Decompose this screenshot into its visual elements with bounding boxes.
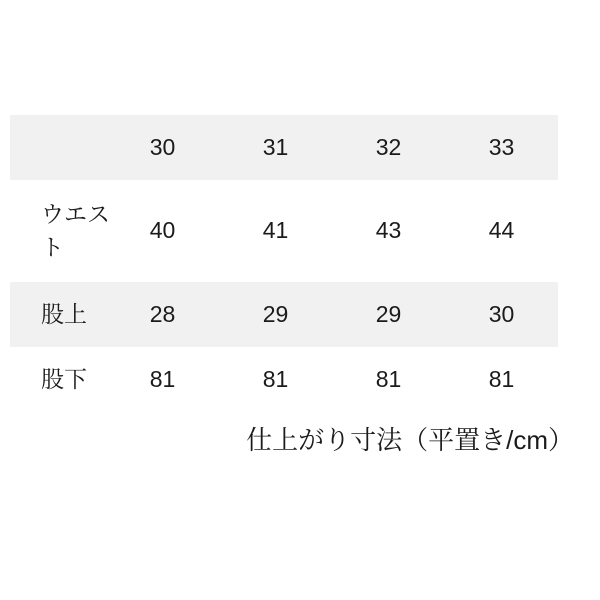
table-row-waist — [10, 180, 558, 282]
rise-value-size-30: 28 — [149, 300, 176, 327]
size-spec-table — [10, 115, 558, 412]
row-label-cell-rise — [10, 282, 106, 347]
table-row-rise — [10, 282, 558, 347]
rise-value-size-32: 29 — [375, 300, 402, 327]
inseam-value-size-30: 81 — [149, 365, 176, 392]
rise-value-size-33: 30 — [488, 300, 515, 327]
row-label-inseam: 股下 — [41, 366, 87, 393]
inseam-value-size-31: 81 — [262, 365, 289, 392]
header-cell-size-32: 32 — [375, 133, 402, 160]
row-label-rise: 股上 — [41, 301, 87, 328]
inseam-value-size-32: 81 — [375, 365, 402, 392]
header-cell-empty — [10, 115, 106, 180]
waist-value-size-30: 40 — [149, 217, 176, 244]
waist-value-size-33: 44 — [488, 217, 515, 244]
rise-value-size-31: 29 — [262, 300, 289, 327]
inseam-value-size-33: 81 — [488, 365, 515, 392]
waist-value-size-32: 43 — [375, 217, 402, 244]
header-cell-size-31: 31 — [262, 133, 289, 160]
table-row-inseam — [10, 347, 558, 412]
row-label-cell-inseam — [10, 347, 106, 412]
row-label-cell-waist — [10, 180, 110, 282]
size-header-row — [10, 115, 558, 180]
waist-value-size-31: 41 — [262, 217, 289, 244]
table-caption: 仕上がり寸法（平置き/cm） — [246, 425, 574, 455]
row-label-waist: ウエスト — [41, 201, 110, 260]
header-cell-size-30: 30 — [149, 133, 176, 160]
header-cell-size-33: 33 — [488, 133, 515, 160]
